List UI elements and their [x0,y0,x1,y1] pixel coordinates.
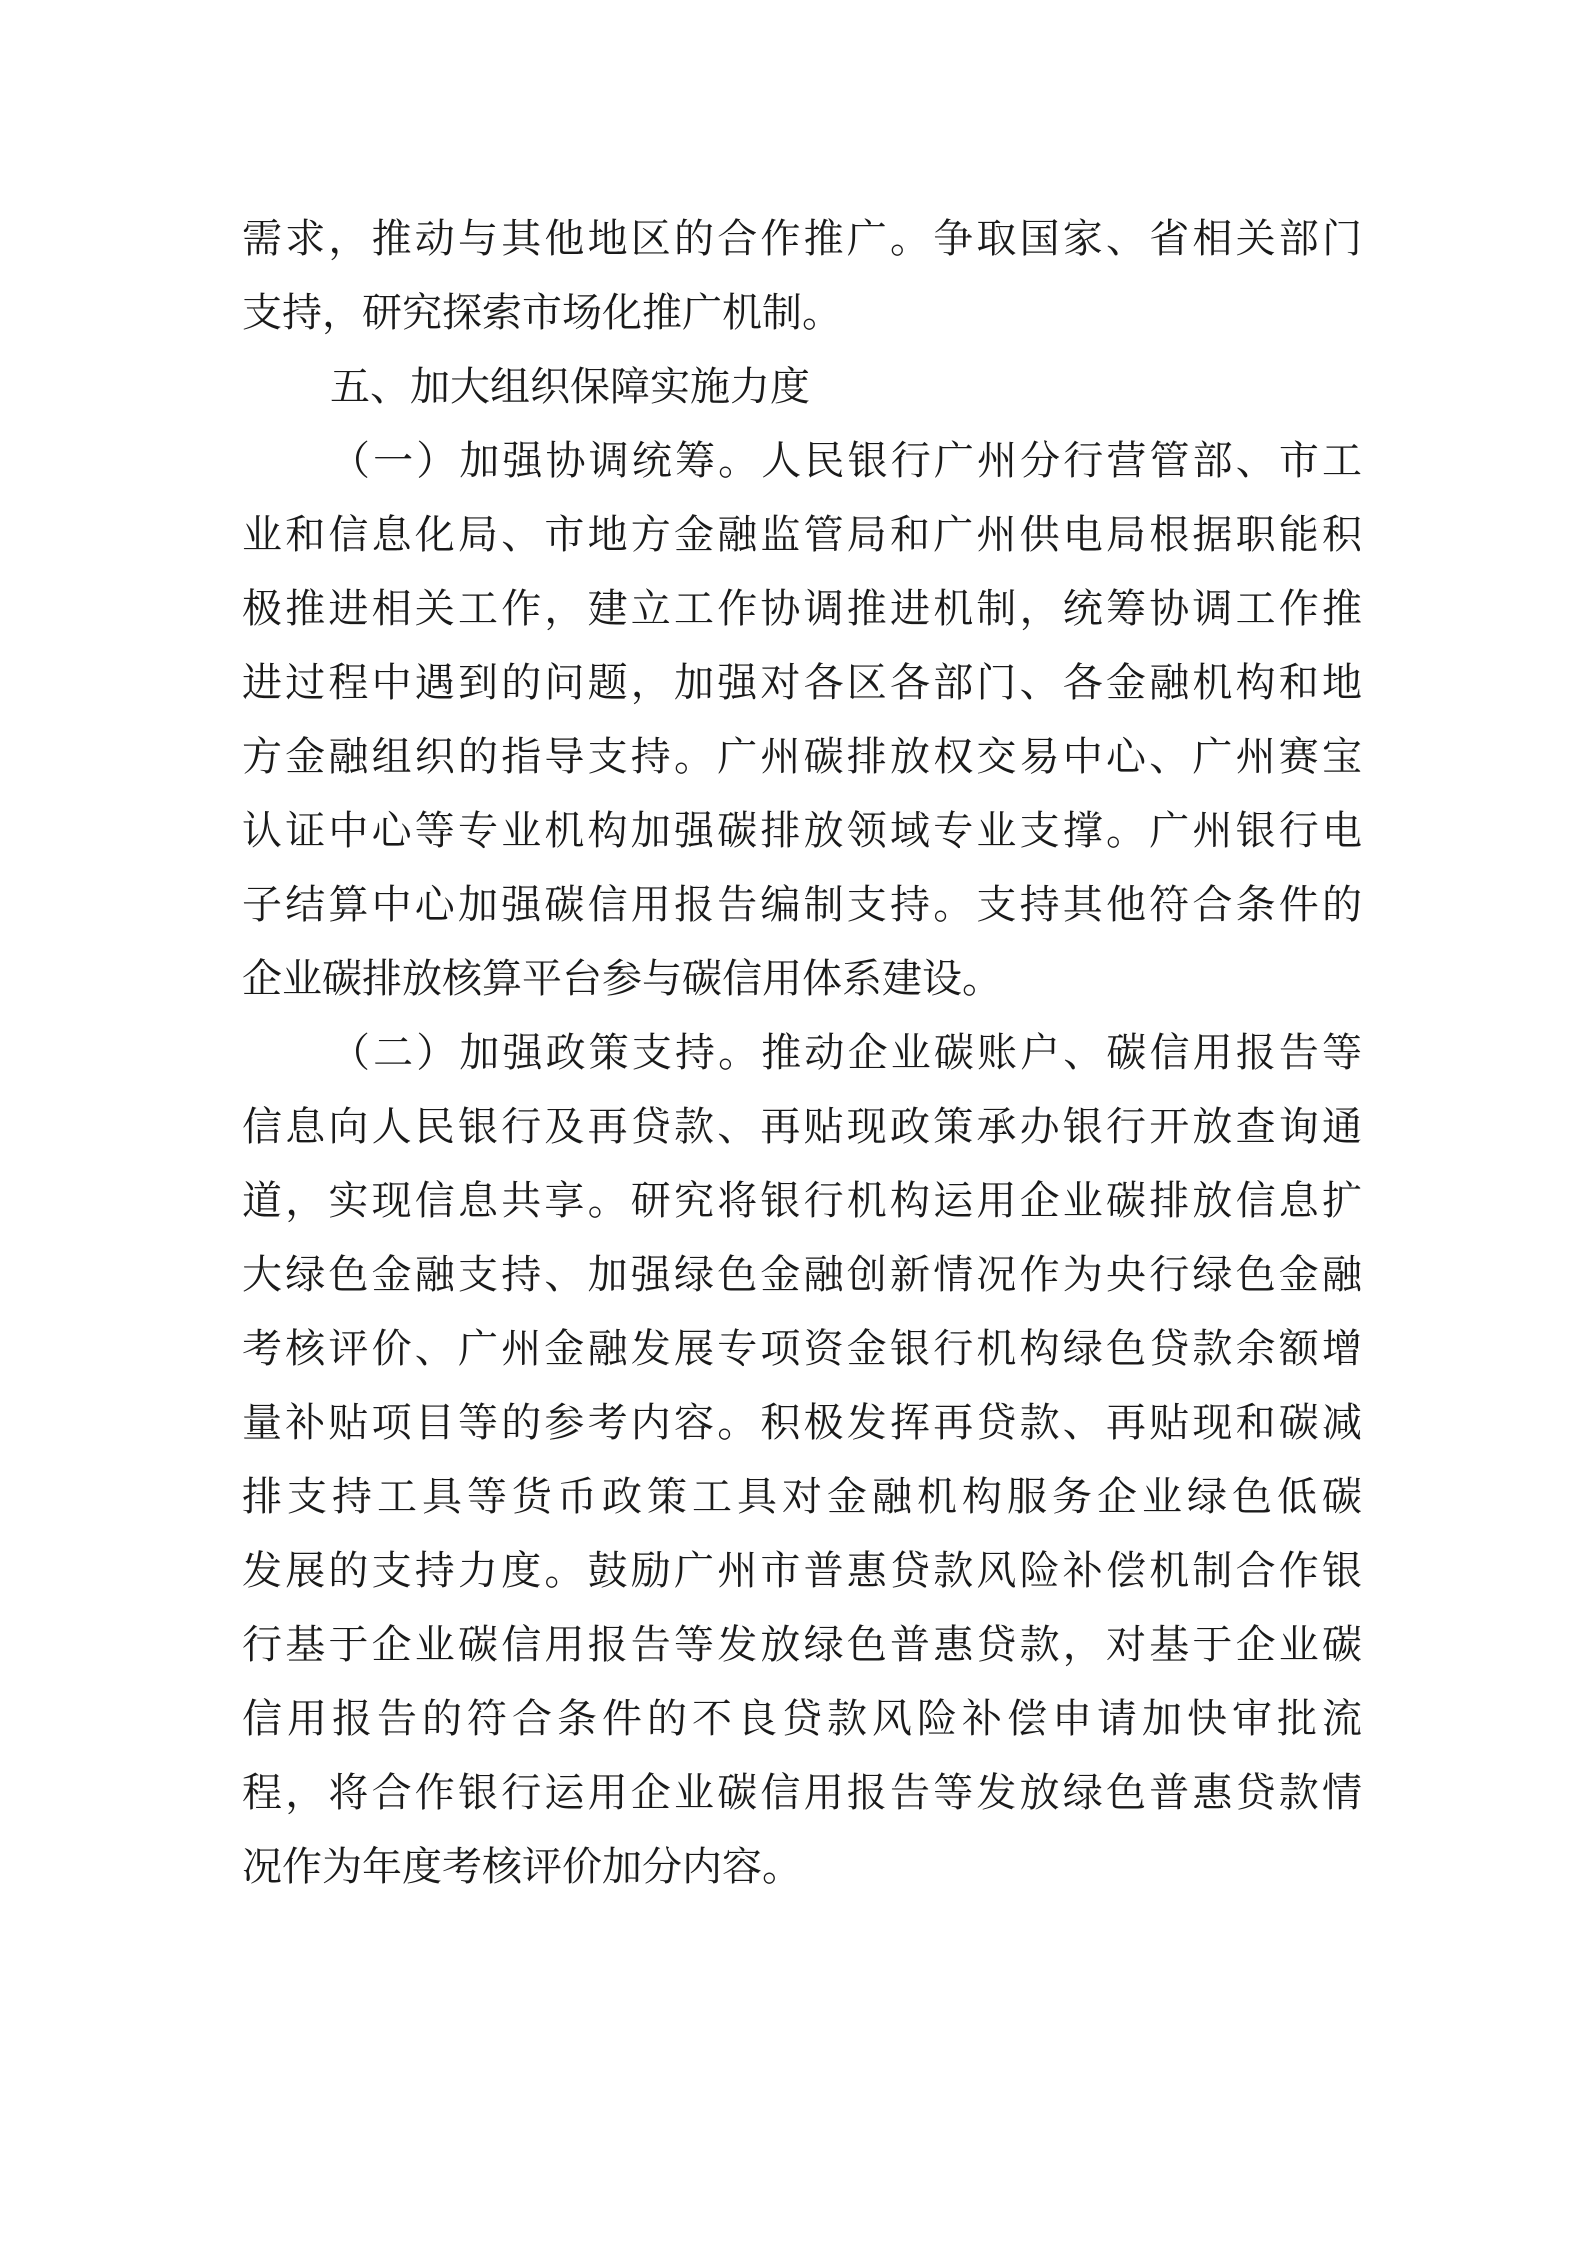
paragraph-line: 业和信息化局、市地方金融监管局和广州供电局根据职能积 [242,512,1362,558]
paragraph-line: （一）加强协调统筹。人民银行广州分行营管部、市工 [330,438,1362,484]
paragraph-line: 子结算中心加强碳信用报告编制支持。支持其他符合条件的 [242,882,1362,928]
paragraph-line: 极推进相关工作，建立工作协调推进机制，统筹协调工作推 [242,586,1362,632]
paragraph-line: 道，实现信息共享。研究将银行机构运用企业碳排放信息扩 [242,1178,1362,1224]
paragraph-line: （二）加强政策支持。推动企业碳账户、碳信用报告等 [330,1030,1362,1076]
paragraph-line: 量补贴项目等的参考内容。积极发挥再贷款、再贴现和碳减 [242,1400,1362,1446]
paragraph-line: 进过程中遇到的问题，加强对各区各部门、各金融机构和地 [242,660,1362,706]
paragraph-line: 排支持工具等货币政策工具对金融机构服务企业绿色低碳 [242,1474,1362,1520]
paragraph-line: 考核评价、广州金融发展专项资金银行机构绿色贷款余额增 [242,1326,1362,1372]
paragraph-line: 方金融组织的指导支持。广州碳排放权交易中心、广州赛宝 [242,734,1362,780]
paragraph-line: 信息向人民银行及再贷款、再贴现政策承办银行开放查询通 [242,1104,1362,1150]
paragraph-line: 支持，研究探索市场化推广机制。 [242,290,842,336]
paragraph-line: 行基于企业碳信用报告等发放绿色普惠贷款，对基于企业碳 [242,1622,1362,1668]
paragraph-line: 企业碳排放核算平台参与碳信用体系建设。 [242,956,1002,1002]
paragraph-line: 需求，推动与其他地区的合作推广。争取国家、省相关部门 [242,216,1362,262]
paragraph-line: 大绿色金融支持、加强绿色金融创新情况作为央行绿色金融 [242,1252,1362,1298]
section-heading: 五、加大组织保障实施力度 [330,364,810,410]
paragraph-line: 信用报告的符合条件的不良贷款风险补偿申请加快审批流 [242,1696,1362,1742]
paragraph-line: 程，将合作银行运用企业碳信用报告等发放绿色普惠贷款情 [242,1770,1362,1816]
paragraph-line: 发展的支持力度。鼓励广州市普惠贷款风险补偿机制合作银 [242,1548,1362,1594]
paragraph-line: 况作为年度考核评价加分内容。 [242,1844,802,1890]
paragraph-line: 认证中心等专业机构加强碳排放领域专业支撑。广州银行电 [242,808,1362,854]
